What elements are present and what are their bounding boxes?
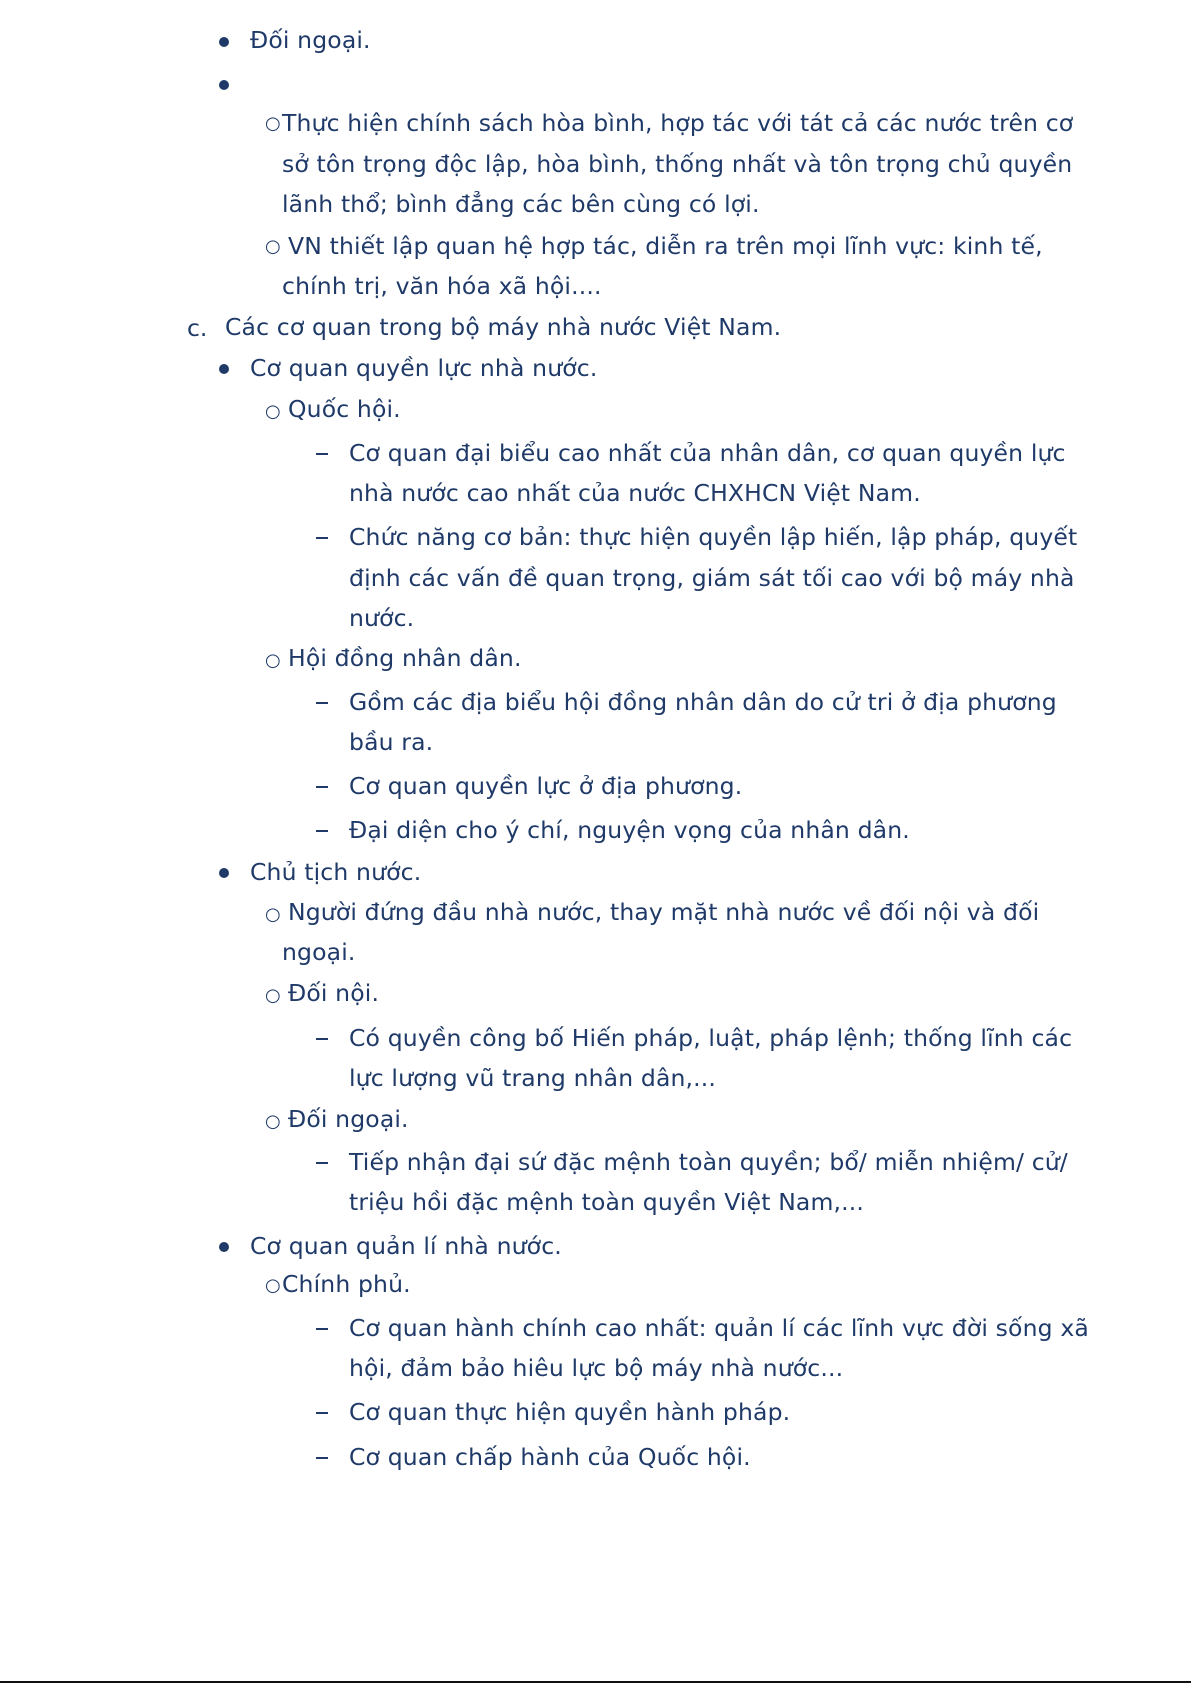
dash-bullet-icon [316, 702, 328, 704]
section-heading: Các cơ quan trong bộ máy nhà nước Việt Nam. [225, 313, 782, 341]
list-item-text: Cơ quan quyền lực nhà nước. [250, 354, 598, 382]
list-item-text-cont: nước. [349, 604, 415, 632]
list-item-text: Tiếp nhận đại sứ đặc mệnh toàn quyền; bổ/ miễn nhiệm/ cử/ [349, 1148, 1068, 1176]
dash-bullet-icon [316, 453, 328, 455]
dash-bullet-icon [316, 830, 328, 832]
list-item-text: Người đứng đầu nhà nước, thay mặt nhà nước về đối nội và đối [288, 898, 1040, 926]
list-item-text-cont: sở tôn trọng độc lập, hòa bình, thống nhất và tôn trọng chủ quyền [282, 150, 1073, 178]
dash-bullet-icon [316, 1038, 328, 1040]
dash-bullet-icon [316, 786, 328, 788]
list-item-text-cont: nhà nước cao nhất của nước CHXHCN Việt Nam. [349, 479, 921, 507]
list-item-text: Hội đồng nhân dân. [288, 644, 522, 672]
circle-bullet-icon: ○ [265, 904, 281, 925]
circle-bullet-icon: ○ [265, 1275, 281, 1296]
list-item-text: Đại diện cho ý chí, nguyện vọng của nhân dân. [349, 816, 910, 844]
list-item-text: Thực hiện chính sách hòa bình, hợp tác với tát cả các nước trên cơ [282, 109, 1074, 137]
circle-bullet-icon: ○ [265, 1111, 281, 1132]
bullet-dot-icon [219, 364, 229, 374]
dash-bullet-icon [316, 537, 328, 539]
list-item-text: Chủ tịch nước. [250, 858, 422, 886]
list-item-text-cont: bầu ra. [349, 728, 434, 756]
circle-bullet-icon: ○ [265, 401, 281, 422]
list-letter: c. [187, 314, 208, 342]
bullet-dot-icon [219, 868, 229, 878]
list-item-text: Cơ quan quản lí nhà nước. [250, 1232, 562, 1260]
list-item-text-cont: lực lượng vũ trang nhân dân,... [349, 1064, 717, 1092]
list-item-text-cont: chính trị, văn hóa xã hội.... [282, 272, 602, 300]
bullet-dot-icon [219, 1242, 229, 1252]
dash-bullet-icon [316, 1457, 328, 1459]
page-bottom-rule [0, 1681, 1191, 1683]
circle-bullet-icon: ○ [265, 985, 281, 1006]
list-item-text: Gồm các địa biểu hội đồng nhân dân do cử tri ở địa phương [349, 688, 1057, 716]
list-item-text: Chức năng cơ bản: thực hiện quyền lập hiến, lập pháp, quyết [349, 523, 1078, 551]
dash-bullet-icon [316, 1162, 328, 1164]
list-item-text: VN thiết lập quan hệ hợp tác, diễn ra trên mọi lĩnh vực: kinh tế, [288, 232, 1043, 260]
list-item-text-cont: lãnh thổ; bình đẳng các bên cùng có lợi. [282, 190, 760, 218]
list-item-text: Cơ quan chấp hành của Quốc hội. [349, 1443, 751, 1471]
bullet-dot-icon [219, 80, 229, 90]
circle-bullet-icon: ○ [265, 236, 281, 257]
list-item-text: Cơ quan thực hiện quyền hành pháp. [349, 1398, 791, 1426]
list-item-text-cont: triệu hồi đặc mệnh toàn quyền Việt Nam,... [349, 1188, 864, 1216]
list-item-text: Đối nội. [288, 979, 380, 1007]
list-item-text: Cơ quan hành chính cao nhất: quản lí các lĩnh vực đời sống xã [349, 1314, 1089, 1342]
list-item-text: Đối ngoại. [250, 26, 371, 54]
list-item-text: Đối ngoại. [288, 1105, 409, 1133]
list-item-text-cont: định các vấn đề quan trọng, giám sát tối cao với bộ máy nhà [349, 564, 1075, 592]
list-item-text-cont: ngoại. [282, 938, 356, 966]
bullet-dot-icon [219, 37, 229, 47]
list-item-text: Quốc hội. [288, 395, 401, 423]
list-item-text: Cơ quan đại biểu cao nhất của nhân dân, cơ quan quyền lực [349, 439, 1066, 467]
list-item-text: Chính phủ. [282, 1270, 411, 1298]
list-item-text: Có quyền công bố Hiến pháp, luật, pháp lệnh; thống lĩnh các [349, 1024, 1073, 1052]
circle-bullet-icon: ○ [265, 113, 281, 134]
dash-bullet-icon [316, 1328, 328, 1330]
list-item-text: Cơ quan quyền lực ở địa phương. [349, 772, 743, 800]
dash-bullet-icon [316, 1412, 328, 1414]
circle-bullet-icon: ○ [265, 650, 281, 671]
list-item-text-cont: hội, đảm bảo hiêu lực bộ máy nhà nước... [349, 1354, 844, 1382]
